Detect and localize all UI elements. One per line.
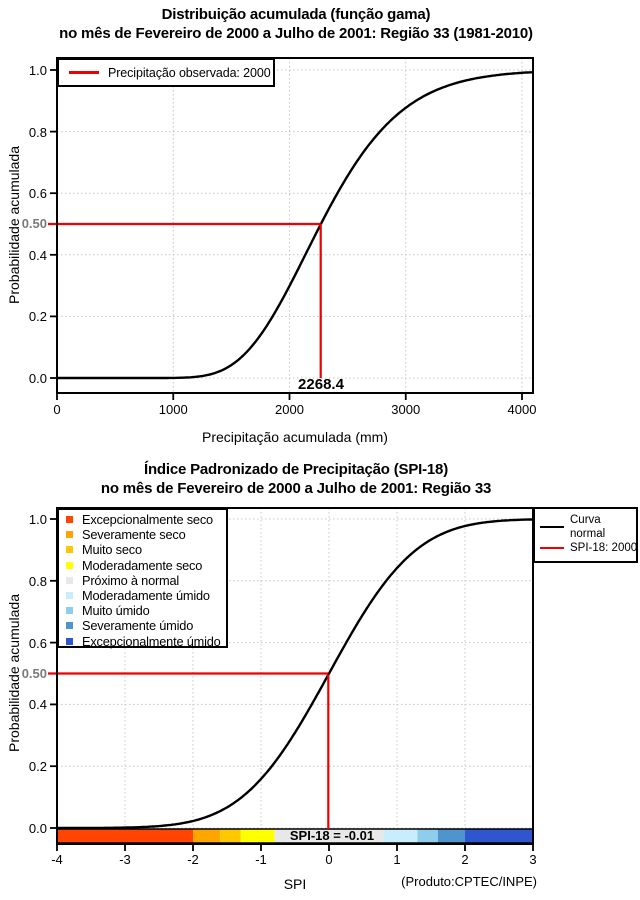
ref-tick-label: 0.50 xyxy=(21,665,47,681)
y-tick-label: 0.0 xyxy=(28,371,47,386)
red-line-sample-icon xyxy=(69,71,99,74)
y-tick-label: 0.6 xyxy=(28,635,47,651)
category-legend-item xyxy=(66,573,226,588)
category-legend-item xyxy=(66,512,226,527)
y-tick-label: 0.0 xyxy=(28,821,47,836)
spi-category-legend-box xyxy=(57,508,228,648)
x-tick-label: 3000 xyxy=(391,402,421,417)
category-swatch-icon xyxy=(66,638,73,645)
category-swatch-icon xyxy=(66,577,73,584)
category-legend-label: Severamente úmido xyxy=(82,618,194,634)
spi-value-annotation: SPI-18 = -0.01 xyxy=(289,828,375,843)
legend-label-curva: Curva xyxy=(570,514,601,526)
legend-label-normal: normal xyxy=(570,528,606,540)
category-legend-item xyxy=(66,542,226,557)
y-tick-label: 0.8 xyxy=(28,124,47,140)
red-line-sample-icon xyxy=(540,547,564,550)
category-swatch-icon xyxy=(66,622,73,629)
chart1-legend-label: Precipitação observada: 2000 xyxy=(108,65,271,80)
chart1-legend-box xyxy=(57,58,275,87)
category-legend-item xyxy=(66,588,226,603)
category-legend-item xyxy=(66,634,226,649)
chart1-title: Distribuição acumulada (função gama) xyxy=(161,6,431,23)
x-tick-label: 1 xyxy=(393,852,401,867)
category-legend-item xyxy=(66,618,226,633)
category-legend-item xyxy=(66,527,226,542)
category-legend-label: Excepcionalmente úmido xyxy=(82,633,221,649)
credit-text: (Produto:CPTEC/INPE) xyxy=(401,874,537,889)
category-legend-label: Moderadamente seco xyxy=(82,557,203,573)
x-tick-label: -1 xyxy=(255,852,267,867)
category-swatch-icon xyxy=(66,531,73,538)
x-tick-label: 2 xyxy=(461,852,469,867)
x-tick-label: 3 xyxy=(529,852,537,867)
category-legend-item xyxy=(66,558,226,573)
category-legend-label: Excepcionalmente seco xyxy=(82,512,213,528)
chart2-subtitle: no mês de Fevereiro de 2000 a Julho de 2001: Região 33 xyxy=(100,480,492,497)
chart2-x-axis-title: SPI xyxy=(283,876,307,892)
legend-item-curva-normal xyxy=(540,513,634,541)
category-legend-label: Próximo à normal xyxy=(82,572,180,588)
category-swatch-icon xyxy=(66,607,73,614)
gridlines xyxy=(57,58,533,393)
x-tick-label: 4000 xyxy=(507,402,537,417)
x-tick-label: 0 xyxy=(53,402,61,417)
category-swatch-icon xyxy=(66,562,73,569)
observed-precipitation-value: 2268.4 xyxy=(298,376,344,393)
y-tick-label: 0.4 xyxy=(28,697,47,713)
category-swatch-icon xyxy=(66,546,73,553)
plot-border xyxy=(57,58,533,393)
category-legend-item xyxy=(66,603,226,618)
category-legend-label: Muito úmido xyxy=(82,603,150,619)
y-tick-label: 0.2 xyxy=(28,759,47,775)
x-tick-label: -3 xyxy=(119,852,131,867)
y-tick-label: 0.4 xyxy=(28,247,47,263)
x-tick-label: -2 xyxy=(187,852,199,867)
chart1-subtitle: no mês de Fevereiro de 2000 a Julho de 2001: Região 33 (1981-2010) xyxy=(59,25,533,42)
chart2-series-legend-box xyxy=(533,507,638,563)
chart1-y-axis-title: Probabilidade acumulada xyxy=(6,146,22,304)
y-tick-label: 1.0 xyxy=(28,63,47,78)
chart2-y-axis-title: Probabilidade acumulada xyxy=(6,594,22,752)
observed-reference-lines xyxy=(48,224,321,378)
x-tick-label: 1000 xyxy=(158,402,188,417)
spi-chart xyxy=(0,455,640,900)
y-tick-label: 0.8 xyxy=(28,573,47,589)
axis-ticks xyxy=(50,70,522,400)
x-tick-label: 2000 xyxy=(275,402,304,417)
y-tick-label: 1.0 xyxy=(28,512,47,527)
category-swatch-icon xyxy=(66,516,73,523)
observed-reference-lines xyxy=(48,674,328,830)
ref-tick-label: 0.50 xyxy=(21,216,47,231)
y-tick-label: 0.2 xyxy=(28,309,47,325)
category-legend-label: Moderadamente úmido xyxy=(82,588,210,604)
black-line-sample-icon xyxy=(540,526,564,529)
chart2-title: Índice Padronizado de Precipitação (SPI-18) xyxy=(144,461,448,478)
x-tick-label: -4 xyxy=(51,852,63,867)
legend-label-spi18: SPI-18: 2000 xyxy=(570,542,638,554)
category-legend-label: Muito seco xyxy=(82,542,142,558)
category-legend-label: Severamente seco xyxy=(82,527,186,543)
category-swatch-icon xyxy=(66,592,73,599)
x-tick-label: 0 xyxy=(325,852,333,867)
legend-item-spi18 xyxy=(540,541,638,555)
chart1-x-axis-title: Precipitação acumulada (mm) xyxy=(202,429,388,445)
y-tick-label: 0.6 xyxy=(28,186,47,202)
